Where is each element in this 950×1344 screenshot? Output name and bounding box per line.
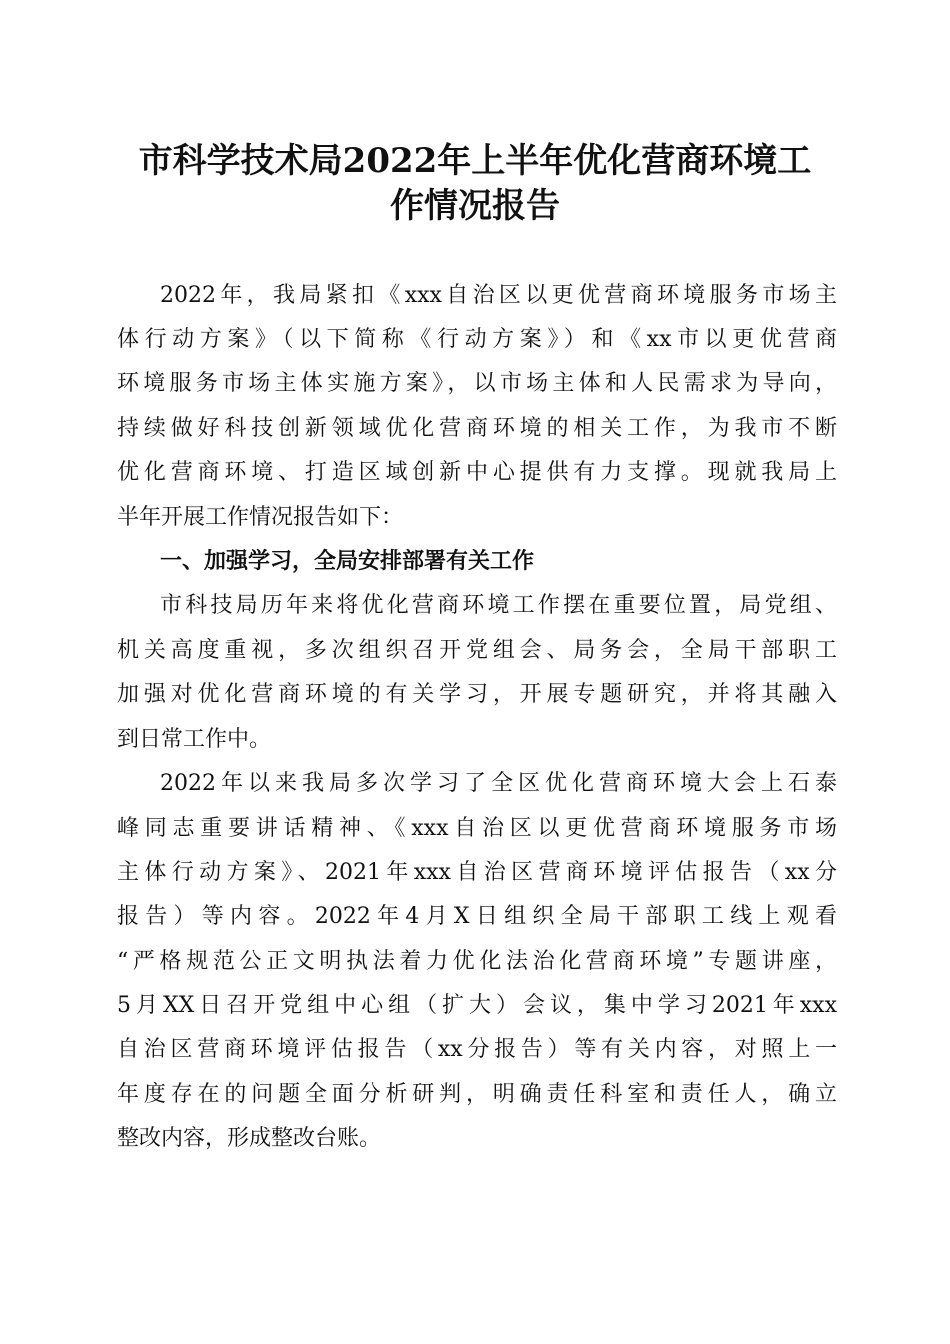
paragraph-2-line: 市科技局历年来将优化营商环境工作摆在重要位置，局党组、 xyxy=(160,593,837,618)
paragraph-3-line: “严格规范公正文明执法着力优化法治化营商环境”专题讲座， xyxy=(117,949,837,974)
paragraph-3-line: 年度存在的问题全面分析研判，明确责任科室和责任人，确立 xyxy=(117,1082,837,1107)
paragraph-3-line: 自治区营商环境评估报告（xx分报告）等有关内容，对照上一 xyxy=(117,1037,837,1062)
document-title-line-1: 市科学技术局2022年上半年优化营商环境工 xyxy=(138,141,812,181)
paragraph-1-line: 2022年，我局紧扣《xxx自治区以更优营商环境服务市场主 xyxy=(160,283,837,308)
paragraph-2-line: 机关高度重视，多次组织召开党组会、局务会，全局干部职工 xyxy=(117,638,837,663)
paragraph-1-line: 环境服务市场主体实施方案》，以市场主体和人民需求为导向， xyxy=(117,371,837,396)
paragraph-1-line: 体行动方案》（以下简称《行动方案》）和《xx市以更优营商 xyxy=(117,327,837,352)
paragraph-2-line: 到日常工作中。 xyxy=(117,727,272,752)
paragraph-3-line: 峰同志重要讲话精神、《xxx自治区以更优营商环境服务市场 xyxy=(117,816,837,841)
paragraph-3-line: 整改内容，形成整改台账。 xyxy=(117,1126,382,1151)
section-heading-1: 一、加强学习，全局安排部署有关工作 xyxy=(160,549,535,574)
paragraph-1-line: 持续做好科技创新领域优化营商环境的相关工作，为我市不断 xyxy=(117,416,837,441)
paragraph-1-line: 优化营商环境、打造区域创新中心提供有力支撑。现就我局上 xyxy=(117,460,837,485)
paragraph-3-line: 主体行动方案》、2021年xxx自治区营商环境评估报告（xx分 xyxy=(117,860,837,885)
paragraph-2-line: 加强对优化营商环境的有关学习，开展专题研究，并将其融入 xyxy=(117,682,837,707)
paragraph-3-line: 报告）等内容。2022年4月X日组织全局干部职工线上观看 xyxy=(117,904,837,929)
paragraph-3-line: 2022年以来我局多次学习了全区优化营商环境大会上石泰 xyxy=(160,771,837,796)
paragraph-1-line: 半年开展工作情况报告如下： xyxy=(117,505,404,530)
document-title-line-2: 作情况报告 xyxy=(390,186,560,226)
paragraph-3-line: 5月XX日召开党组中心组（扩大）会议，集中学习2021年xxx xyxy=(117,993,837,1018)
